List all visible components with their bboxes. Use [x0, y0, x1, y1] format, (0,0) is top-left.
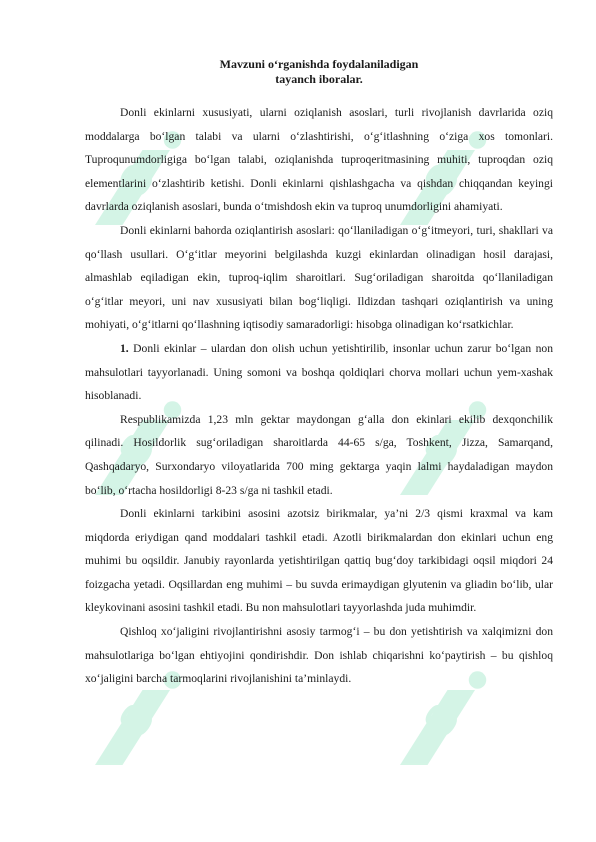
watermark-mark-text: S	[414, 425, 470, 476]
title-line-2: tayanch iboralar.	[275, 72, 363, 86]
paragraph-text: Donli ekinlarni xususiyati, ularni oziqlanish asoslari, turli rivojlanish davrlarida oziq moddalarga bo‘lgan talabi va ularni o‘zlashtirishi, o‘g‘itlashning o‘ziga xos tomonlari. Tuproqunumdorligiga bo‘lgan talabi, oziqlanishda tuproqeritmasining muhiti, tuproqdan oziq elementlarini o‘zlashtirib ketishi. Donli ekinlarni qishlashgacha va qishdan chiqqandan keyingi davrlarda oziqlanish asoslari, bunda o‘tmishdosh ekin va tuproq unumdorligini ahamiyati.	[85, 106, 553, 214]
watermark-mark-text: S	[414, 695, 470, 746]
paragraph-text: Qishloq xo‘jaligini rivojlantirishni asosiy tarmog‘i – bu don yetishtirish va xalqimizni don mahsulotlariga bo‘lgan ehtiyojini qondirishdir. Don ishlab chiqarishni ko‘paytirish – bu qishloq xo‘jaligini barcha tarmoqlarini rivojlanishini ta’minlaydi.	[85, 625, 553, 686]
document-title	[85, 57, 553, 87]
paragraph-6	[85, 620, 553, 691]
title-line-1: Mavzuni o‘rganishda foydalaniladigan	[219, 57, 419, 71]
paragraph-text: Respublikamizda 1,23 mln gektar maydongan g‘alla don ekinlari ekilib dexqonchilik qilinadi. Hosildorlik sug‘oriladigan sharoitlarda 44-65 s/ga, Toshkent, Jizza, Samarqand, Qashqadaryo, Surxondaryo viloyatlarida 700 ming gektarga yaqin lalmi haydaladigan maydon bo‘lib, o‘rtacha hosildorligi 8-23 s/ga ni tashkil etadi.	[85, 412, 553, 497]
paragraph-text: Donli ekinlarni tarkibini asosini azotsiz birikmalar, ya’ni 2/3 qismi kraxmal va kam miqdorda eriydigan qand moddalari tashkil etadi. Azotli birikmalardan don ekinlari uchun eng muhimi bu oqsildir. Janubiy rayonlarda yetishtirilgan qattiq bug‘doy tarkibidagi oqsil miqdori 24 foizgacha yetadi. Oqsillardan eng muhimi – bu suvda erimaydigan glyutenin va gliadin bo‘lib, ular kleykovinani asosini tashkil etadi. Bu non mahsulotlari tayyorlashda juda muhimdir.	[85, 507, 553, 615]
document-body	[85, 57, 553, 691]
paragraph-text: Donli ekinlarni bahorda oziqlantirish asoslari: qo‘llaniladigan o‘g‘itmeyori, turi, shakllari va qo‘llash usullari. O‘g‘itlar meyorini belgilashda kuzgi ekinlardan olinadigan hosil darajasi, almashlab eqiladigan ekin, tuproq-iqlim sharoitlari. Sug‘oriladigan sharoitda qo‘llaniladigan o‘g‘itlar meyori, uni nav xususiyati bilan bog‘liqligi. Ildizdan tashqari oziqlantirish va uning mohiyati, o‘g‘itlarni qo‘llashning iqtisodiy samaradorligi: hisobga olinadigan ko‘rsatkichlar.	[85, 223, 553, 332]
paragraph-number: 1.	[120, 341, 129, 355]
paragraph-3	[85, 337, 553, 408]
watermark-mark-text: S	[414, 155, 470, 206]
paragraph-1	[85, 101, 553, 219]
paragraph-5	[85, 502, 553, 620]
watermark-slash-icon	[400, 690, 475, 765]
watermark-slash-icon	[95, 690, 170, 765]
watermark-mark-text: S	[109, 155, 165, 206]
paragraph-4	[85, 408, 553, 502]
watermark-mark-text: S	[109, 425, 165, 476]
paragraph-text: Donli ekinlar – ulardan don olish uchun yetishtirilib, insonlar uchun zarur bo‘lgan non mahsulotlari tayyorlanadi. Uning somoni va boshqa qoldiqlari chorva mollari uchun yem-xashak hisoblanadi.	[85, 341, 553, 403]
watermark-mark-text: S	[109, 695, 165, 746]
paragraph-2	[85, 219, 553, 337]
